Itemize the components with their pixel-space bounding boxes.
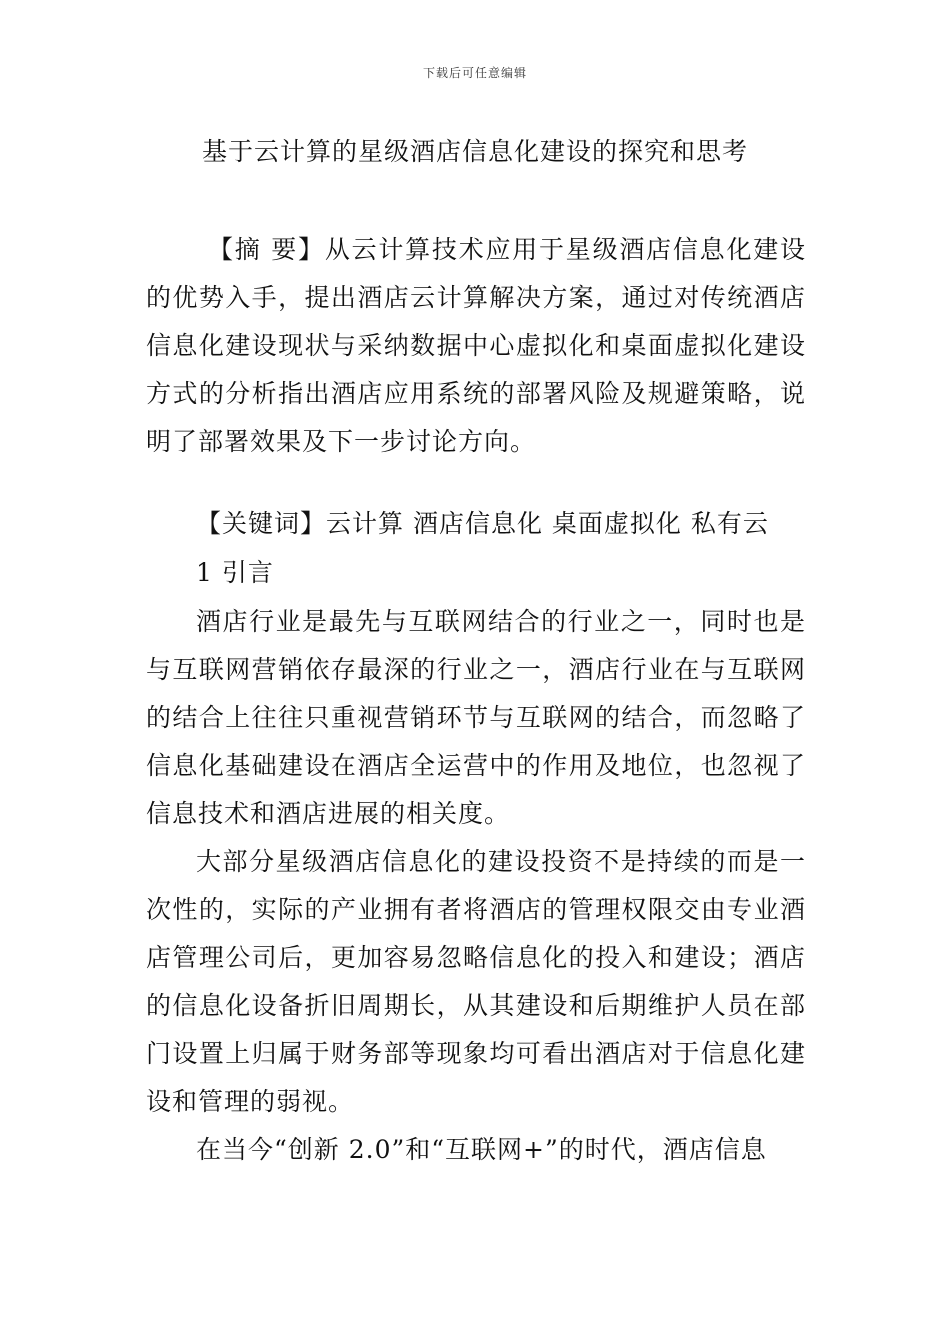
section-heading: 1 引言 (196, 558, 274, 587)
keywords-line: 【关键词】云计算 酒店信息化 桌面虚拟化 私有云 (196, 509, 769, 538)
body-paragraph: 在当今“创新 2.0”和“互联网+”的时代，酒店信息 (196, 1135, 767, 1164)
intro-section (146, 598, 806, 1174)
abstract-block (146, 226, 806, 466)
abstract-paragraph: 【摘 要】从云计算技术应用于星级酒店信息化建设的优势入手，提出酒店云计算解决方案，通过对传统酒店信息化建设现状与采纳数据中心虚拟化和桌面虚拟化建设方式的分析指出酒店应用系统的部署风险及规避策略，说明了部署效果及下一步讨论方向。 (146, 235, 806, 456)
body-paragraph: 大部分星级酒店信息化的建设投资不是持续的而是一次性的，实际的产业拥有者将酒店的管理权限交由专业酒店管理公司后，更加容易忽略信息化的投入和建设；酒店的信息化设备折旧周期长，从其建设和后期维护人员在部门设置上归属于财务部等现象均可看出酒店对于信息化建设和管理的弱视。 (146, 847, 806, 1116)
body-paragraph: 酒店行业是最先与互联网结合的行业之一，同时也是与互联网营销依存最深的行业之一，酒店行业在与互联网的结合上往往只重视营销环节与互联网的结合，而忽略了信息化基础建设在酒店全运营中的作用及地位，也忽视了信息技术和酒店进展的相关度。 (146, 607, 806, 828)
header-note: 下载后可任意编辑 (422, 66, 527, 80)
document-title: 基于云计算的星级酒店信息化建设的探究和思考 (201, 137, 748, 166)
